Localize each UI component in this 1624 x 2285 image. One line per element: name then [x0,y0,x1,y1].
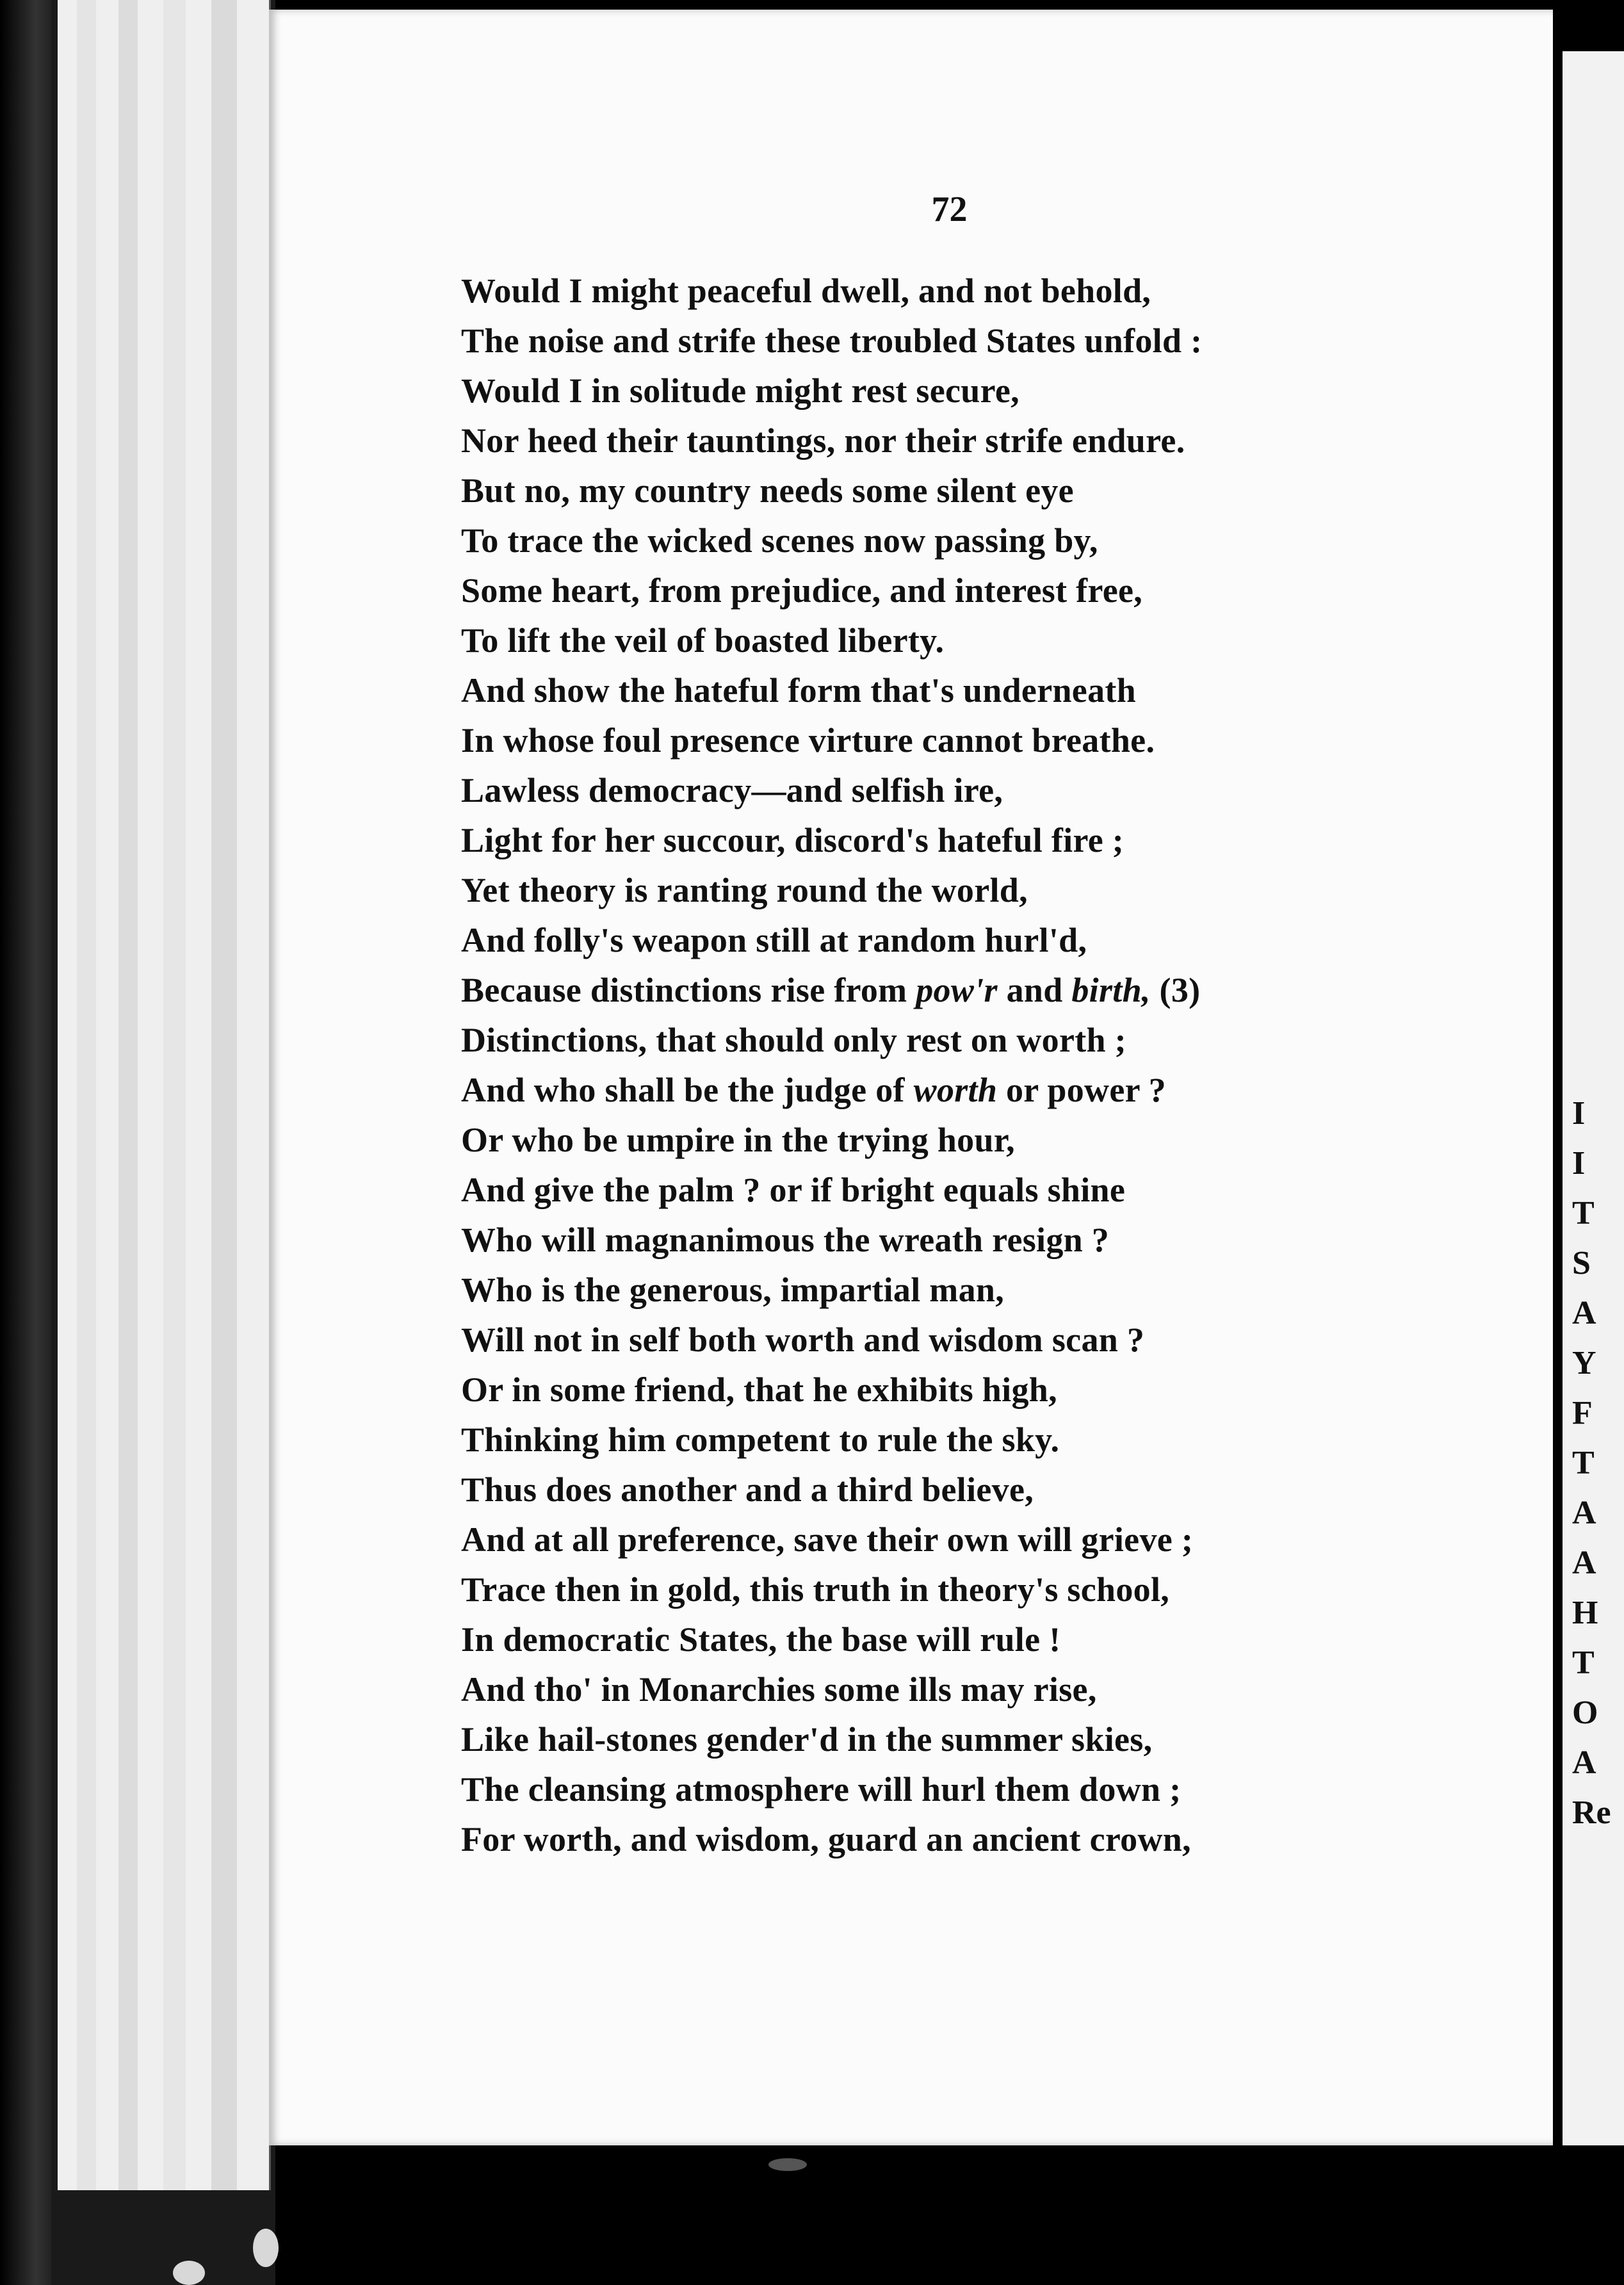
poem-line [461,815,1563,865]
poem-line [461,765,1563,815]
poem-line-text: For worth, and wisdom, guard an ancient crown, [461,1820,1191,1858]
poem-line [461,715,1563,765]
poem-line-text: Trace then in gold, this truth in theory's school, [461,1570,1170,1609]
poem-line-text: Yet theory is ranting round the world, [461,871,1028,909]
facing-page-letter: O [1572,1695,1598,1731]
poem-line [461,1614,1563,1664]
poem-line [461,1565,1563,1614]
poem-line-text: To trace the wicked scenes now passing by, [461,521,1098,560]
poem-line-text: Will not in self both worth and wisdom scan ? [461,1321,1145,1359]
poem-line [461,1814,1563,1864]
poem-line-text: And tho' in Monarchies some ills may rise, [461,1670,1097,1709]
poem-line [461,1714,1563,1764]
poem-line [461,1465,1563,1515]
poem-line [461,1215,1563,1265]
poem-line-text: And folly's weapon still at random hurl'd, [461,921,1087,959]
poem-line [461,665,1563,715]
poem-line-text: But no, my country needs some silent eye [461,471,1074,510]
poem-line-text: The noise and strife these troubled States unfold : [461,321,1203,360]
facing-page-letter: A [1572,1295,1596,1331]
poem-line-text: To lift the veil of boasted liberty. [461,621,945,660]
poem-italic-text: pow'r [916,971,998,1009]
poem-line-text: Who will magnanimous the wreath resign ? [461,1221,1110,1259]
poem-line [461,1365,1563,1415]
poem-line-text: In whose foul presence virture cannot breathe. [461,721,1155,760]
poem-line [461,316,1563,366]
poem-line-text: Lawless democracy—and selfish ire, [461,771,1003,809]
facing-page-text-fragment [1572,1089,1624,1838]
poem-line-text: Or who be umpire in the trying hour, [461,1121,1015,1159]
facing-page-letter: A [1572,1744,1596,1781]
facing-page-letter: T [1572,1445,1595,1481]
poem-line [461,366,1563,416]
poem-line [461,1515,1563,1565]
facing-page-letter: S [1572,1245,1591,1281]
scan-artifact [173,2261,205,2285]
poem-line-text: And give the palm ? or if bright equals shine [461,1171,1126,1209]
poem-line [461,1265,1563,1315]
page-edge [237,0,271,2190]
poem-line [461,1115,1563,1165]
facing-page-letter: T [1572,1645,1595,1681]
poem-line [461,1415,1563,1465]
facing-page-letter: A [1572,1545,1596,1581]
book-page [269,10,1553,2145]
poem-line-text: or power ? [997,1071,1166,1109]
poem-line [461,865,1563,915]
facing-page-letter: F [1572,1395,1593,1431]
poem-line-text: Thus does another and a third believe, [461,1470,1034,1509]
spine-shadow [0,0,51,2285]
poem-line-text: Light for her succour, discord's hateful fire ; [461,821,1125,859]
poem-line-text: Thinking him competent to rule the sky. [461,1420,1060,1459]
page-number: 72 [931,190,968,229]
poem-line [461,416,1563,466]
poem-line [461,615,1563,665]
poem-line-text: And at all preference, save their own will grieve ; [461,1520,1194,1559]
poem-italic-text: worth [913,1071,998,1109]
facing-page-letter: I [1572,1095,1586,1132]
poem-line-text: and [997,971,1072,1009]
facing-page-letter: Re [1572,1794,1611,1831]
poem-line-text: Would I in solitude might rest secure, [461,371,1019,410]
poem-line-text: In democratic States, the base will rule ! [461,1620,1061,1659]
facing-page-letter: H [1572,1595,1598,1631]
poem-line-text: And who shall be the judge of [461,1071,914,1109]
poem-line-text: Some heart, from prejudice, and interest free, [461,571,1143,610]
poem-line-text: The cleansing atmosphere will hurl them down ; [461,1770,1181,1809]
poem-text [461,266,1563,1864]
facing-page-letter: T [1572,1195,1595,1232]
poem-italic-text: birth, [1071,971,1151,1009]
poem-line-text: Or in some friend, that he exhibits high, [461,1370,1057,1409]
poem-line-text: Would I might peaceful dwell, and not behold, [461,272,1151,310]
poem-line-text: (3) [1150,971,1201,1009]
poem-line [461,516,1563,565]
poem-line-text: Like hail-stones gender'd in the summer skies, [461,1720,1153,1759]
poem-line-text: Distinctions, that should only rest on worth ; [461,1021,1126,1059]
poem-line [461,965,1563,1015]
poem-line [461,1764,1563,1814]
poem-line [461,1165,1563,1215]
poem-line [461,1664,1563,1714]
scan-artifact [768,2158,807,2171]
facing-page-letter: I [1572,1145,1586,1182]
facing-page-letter: Y [1572,1345,1596,1381]
facing-page-letter: A [1572,1495,1596,1531]
poem-line-text: Because distinctions rise from [461,971,916,1009]
poem-line [461,1065,1563,1115]
poem-line-text: Nor heed their tauntings, nor their strife endure. [461,421,1185,460]
poem-line [461,565,1563,615]
book-page-edges [0,0,275,2285]
poem-line-text: Who is the generous, impartial man, [461,1271,1005,1309]
poem-line [461,1015,1563,1065]
poem-line [461,466,1563,516]
poem-line [461,1315,1563,1365]
poem-line-text: And show the hateful form that's underneath [461,671,1136,710]
poem-line [461,266,1563,316]
scan-artifact [253,2229,279,2267]
poem-line [461,915,1563,965]
